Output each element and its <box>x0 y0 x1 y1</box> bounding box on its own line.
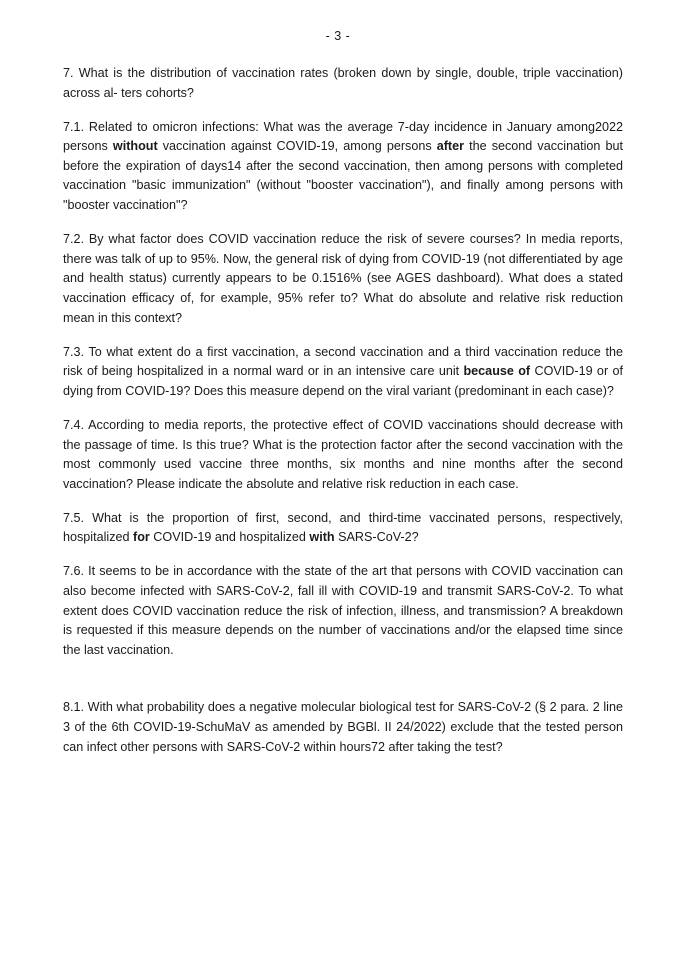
question-paragraph-q7-3 <box>63 343 623 402</box>
paragraph-text: 7.6. It seems to be in accordance with the state of the art that persons with COVID vaccination can also become infected with SARS-CoV-2, fall ill with COVID-19 and transmit SARS-CoV-2. To what extent does COVID vaccination reduce the risk of infection, illness, and transmission? A breakdown is requested if this measure depends on the number of vaccinations and/or the elapsed time since the last vaccination. <box>63 564 623 657</box>
paragraph-text: COVID-19 and hospitalized <box>149 530 310 545</box>
question-paragraph-q8-1 <box>63 698 623 757</box>
emphasized-text: after <box>436 139 465 154</box>
emphasized-text: without <box>112 139 158 154</box>
question-paragraph-q7-2 <box>63 230 623 328</box>
document-body <box>63 64 623 772</box>
emphasized-text: for <box>133 530 150 545</box>
question-paragraph-q7-4 <box>63 416 623 494</box>
paragraph-text: 7. What is the distribution of vaccination rates (broken down by single, double, triple vaccination) across al- ters cohorts? <box>63 66 623 100</box>
paragraph-text: vaccination against COVID-19, among persons <box>157 139 437 154</box>
question-paragraph-q7-1 <box>63 118 623 216</box>
question-paragraph-q7-5 <box>63 509 623 548</box>
emphasized-text: with <box>309 530 335 545</box>
paragraph-text: 7.2. By what factor does COVID vaccination reduce the risk of severe courses? In media reports, there was talk of up to 95%. Now, the general risk of dying from COVID-19 (not differentiated by age and health status) currently appears to be 0.1516% (see AGES dashboard). What does a stated vaccination efficacy of, for example, 95% refer to? What do absolute and relative risk reduction mean in this context? <box>63 232 623 325</box>
page-number: - 3 - <box>325 29 351 43</box>
paragraph-text: the second vaccination but before the expiration of days14 after the second vaccination, then among persons with completed vaccination "basic immunization" (without "booster vaccination"), and finally among persons with "booster vaccination"? <box>63 139 623 213</box>
paragraph-text: COVID-19 or of dying from COVID-19? Does this measure depend on the viral variant (predominant in each case)? <box>63 364 623 398</box>
question-paragraph-q7-6 <box>63 562 623 660</box>
paragraph-text: 8.1. With what probability does a negative molecular biological test for SARS-CoV-2 (§ 2 para. 2 line 3 of the 6th COVID-19-SchuMaV as amended by BGBl. II 24/2022) exclude that the tested person can infect other persons with SARS-CoV-2 within hours72 after taking the test? <box>63 700 623 754</box>
paragraph-text: 7.1. Related to omicron infections: What was the average 7-day incidence in January among2022 persons <box>63 119 623 154</box>
emphasized-text: because of <box>463 364 531 379</box>
paragraph-text: 7.4. According to media reports, the protective effect of COVID vaccinations should decrease with the passage of time. Is this true? What is the protection factor after the second vaccination with the most commonly used vaccine three months, six months and nine months after the second vaccination? Please indicate the absolute and relative risk reduction in each case. <box>63 417 623 491</box>
paragraph-text: SARS-CoV-2? <box>334 530 419 545</box>
paragraph-text: 7.5. What is the proportion of first, second, and third-time vaccinated persons, respectively, hospitalized <box>63 510 623 545</box>
paragraph-text: 7.3. To what extent do a first vaccination, a second vaccination and a third vaccination reduce the risk of being hospitalized in a normal ward or in an intensive care unit <box>63 344 623 379</box>
question-paragraph-q7 <box>63 64 623 103</box>
